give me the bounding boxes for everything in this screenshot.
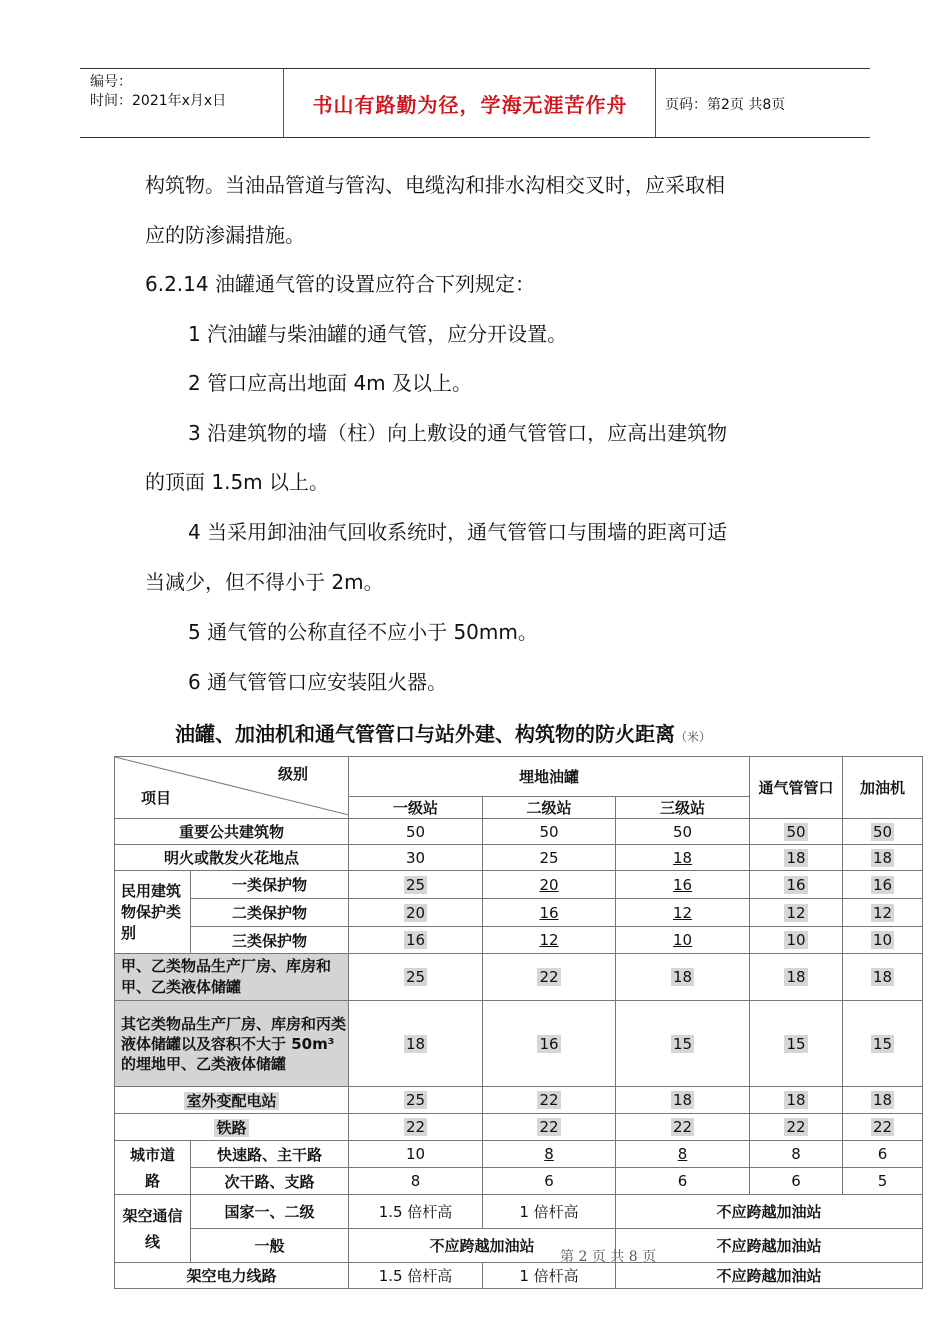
table-row [115,899,923,927]
row-label [115,1114,349,1141]
table-cell [483,871,616,899]
cell-value: 8 [677,1145,688,1163]
table-row [115,1195,923,1229]
table-row [115,1168,923,1195]
cell-value: 22 [405,1118,426,1136]
page-header [80,68,870,138]
header-dispenser: 加油机 [843,757,923,819]
table-cell: 50 [483,819,616,845]
table-row [115,1114,923,1141]
header-grade-2: 二级站 [483,797,616,819]
table-cell: 1.5 倍杆高 [349,1195,483,1229]
cell-value: 18 [786,848,806,867]
cell-value: 20 [539,875,559,894]
table-cell: 6 [616,1168,750,1195]
table-cell [483,1087,616,1114]
header-divider [283,69,284,137]
table-row [115,845,923,871]
table-cell [843,899,923,927]
table-cell: 不应跨越加油站 [616,1229,923,1263]
table-unit: （米） [675,730,712,744]
table-cell [843,927,923,954]
table-cell [483,1141,616,1168]
header-item: 项目 [141,789,172,807]
group-label: 城市道路 [115,1141,191,1195]
table-cell: 6 [750,1168,843,1195]
row-label: 三类保护物 [191,927,349,954]
table-corner-header [115,757,349,819]
cell-value: 16 [539,903,559,922]
table-cell [616,1087,750,1114]
paragraph-line: 应的防渗漏措施。 [145,223,305,247]
table-cell [843,819,923,845]
cell-value: 12 [786,903,806,922]
table-cell [616,1001,750,1087]
cell-value: 50 [872,822,893,841]
table-cell [349,1114,483,1141]
row-label [115,1087,349,1114]
table-cell [843,954,923,1001]
list-item: 2 管口应高出地面 4m 及以上。 [188,371,473,395]
table-cell: 1 倍杆高 [483,1195,616,1229]
fire-distance-table [114,756,923,1289]
cell-value: 16 [672,875,693,894]
row-label: 次干路、支路 [191,1168,349,1195]
table-cell: 10 [349,1141,483,1168]
cell-value: 25 [405,1091,426,1109]
table-cell: 不应跨越加油站 [616,1195,923,1229]
table-cell [483,954,616,1001]
cell-value: 16 [539,1034,559,1053]
list-item: 1 汽油罐与柴油罐的通气管，应分开设置。 [188,322,568,346]
row-label: 架空电力线路 [115,1263,349,1289]
table-cell [750,819,843,845]
cell-value: 18 [786,1091,806,1109]
table-caption-text: 油罐、加油机和通气管管口与站外建、构筑物的防火距离 [175,722,675,746]
row-label: 国家一、二级 [191,1195,349,1229]
row-label: 甲、乙类物品生产厂房、库房和甲、乙类液体储罐 [115,954,349,1001]
table-cell [750,1114,843,1141]
table-caption [175,718,711,747]
list-item: 4 当采用卸油油气回收系统时，通气管管口与围墙的距离可适 [188,520,728,544]
table-cell [750,954,843,1001]
table-cell [616,954,750,1001]
cell-value: 22 [539,1118,559,1136]
table-cell [483,1001,616,1087]
table-cell: 6 [843,1141,923,1168]
cell-value: 50 [786,822,806,841]
row-label: 明火或散发火花地点 [115,845,349,871]
table-row [115,1229,923,1263]
header-grade-3: 三级站 [616,797,750,819]
cell-value: 22 [539,968,559,986]
cell-value: 10 [786,931,806,949]
row-label-text: 铁路 [216,1118,247,1137]
header-level: 级别 [277,765,308,783]
table-cell [843,1001,923,1087]
cell-value: 18 [872,848,893,867]
table-cell: 1.5 倍杆高 [349,1263,483,1289]
row-label: 重要公共建筑物 [115,819,349,845]
table-cell [349,1001,483,1087]
table-cell: 50 [616,819,750,845]
table-cell: 25 [483,845,616,871]
list-item: 3 沿建筑物的墙（柱）向上敷设的通气管管口，应高出建筑物 [188,421,728,445]
list-item: 5 通气管的公称直径不应小于 50mm。 [188,620,538,644]
table-cell: 5 [843,1168,923,1195]
table-cell [750,1087,843,1114]
header-motto: 书山有路勤为径，学海无涯苦作舟 [312,93,628,117]
row-label-text: 室外变配电站 [186,1091,277,1110]
cell-value: 12 [872,903,893,922]
cell-value: 16 [405,931,426,949]
page-label: 页码：第2页 共8页 [665,97,786,113]
table-cell [349,1087,483,1114]
row-label: 二类保护物 [191,899,349,927]
cell-value: 18 [672,1091,693,1109]
cell-value: 25 [405,968,426,986]
table-cell [843,1114,923,1141]
cell-value: 16 [872,875,893,894]
paragraph-line: 的顶面 1.5m 以上。 [145,470,330,494]
row-label: 一般 [191,1229,349,1263]
table-cell [843,845,923,871]
table-cell [616,927,750,954]
table-row [115,1141,923,1168]
table-cell [616,845,750,871]
cell-value: 15 [786,1034,806,1053]
table-row [115,1087,923,1114]
cell-value: 20 [405,903,426,922]
cell-value: 22 [539,1091,559,1109]
table-row [115,819,923,845]
header-grade-1: 一级站 [349,797,483,819]
table-row [115,927,923,954]
table-cell: 50 [349,819,483,845]
cell-value: 10 [872,931,893,949]
table-row [115,954,923,1001]
cell-value: 18 [872,968,893,986]
table-cell: 1 倍杆高 [483,1263,616,1289]
cell-value: 15 [872,1034,893,1053]
number-label: 编号： [90,74,132,90]
cell-value: 12 [539,931,559,949]
row-label: 其它类物品生产厂房、库房和丙类液体储罐以及容积不大于 50m³ 的埋地甲、乙类液体储罐 [115,1001,349,1087]
table-cell [750,927,843,954]
table-cell [349,927,483,954]
table-cell [750,899,843,927]
table-cell: 8 [750,1141,843,1168]
cell-value: 16 [786,875,806,894]
cell-value: 8 [544,1145,554,1163]
cell-value: 18 [672,848,693,867]
table-cell [349,899,483,927]
table-row [115,1263,923,1289]
table-row [115,1001,923,1087]
cell-value: 15 [672,1034,693,1053]
header-meta [90,73,285,111]
table-cell [750,871,843,899]
header-vent: 通气管管口 [750,757,843,819]
table-cell: 30 [349,845,483,871]
table-cell [616,1114,750,1141]
table-cell [483,1114,616,1141]
table-cell [483,899,616,927]
table-cell: 8 [349,1168,483,1195]
table-cell [616,899,750,927]
cell-value: 18 [672,968,693,986]
table-row [115,871,923,899]
table-cell: 不应跨越加油站 [349,1229,616,1263]
list-item: 6 通气管管口应安装阻火器。 [188,670,448,694]
table-cell [843,871,923,899]
table-cell [843,1087,923,1114]
paragraph-line: 当减少，但不得小于 2m。 [145,570,384,594]
row-label: 一类保护物 [191,871,349,899]
clause-heading: 6.2.14 油罐通气管的设置应符合下列规定： [145,272,535,296]
group-label: 架空通信线 [115,1195,191,1263]
page-footer: 第 2 页 共 8 页 [560,1249,657,1265]
table-cell [750,845,843,871]
header-divider [655,69,656,137]
table-cell: 6 [483,1168,616,1195]
table-cell [483,927,616,954]
time-label: 时间：2021年x月x日 [90,93,227,109]
cell-value: 18 [786,968,806,986]
cell-value: 22 [872,1118,893,1136]
header-tank: 埋地油罐 [349,757,750,797]
table-cell [349,954,483,1001]
table-cell [349,871,483,899]
table-cell [616,1141,750,1168]
cell-value: 25 [405,875,426,894]
table-cell [616,871,750,899]
paragraph-line: 构筑物。当油品管道与管沟、电缆沟和排水沟相交叉时，应采取相 [145,173,725,197]
cell-value: 18 [872,1091,893,1109]
cell-value: 10 [672,931,693,949]
cell-value: 18 [405,1034,426,1053]
table-cell [750,1001,843,1087]
cell-value: 12 [672,903,693,922]
row-label: 快速路、主干路 [191,1141,349,1168]
group-label: 民用建筑物保护类别 [115,871,191,954]
table-cell: 不应跨越加油站 [616,1263,923,1289]
cell-value: 22 [786,1118,806,1136]
cell-value: 22 [672,1118,693,1136]
